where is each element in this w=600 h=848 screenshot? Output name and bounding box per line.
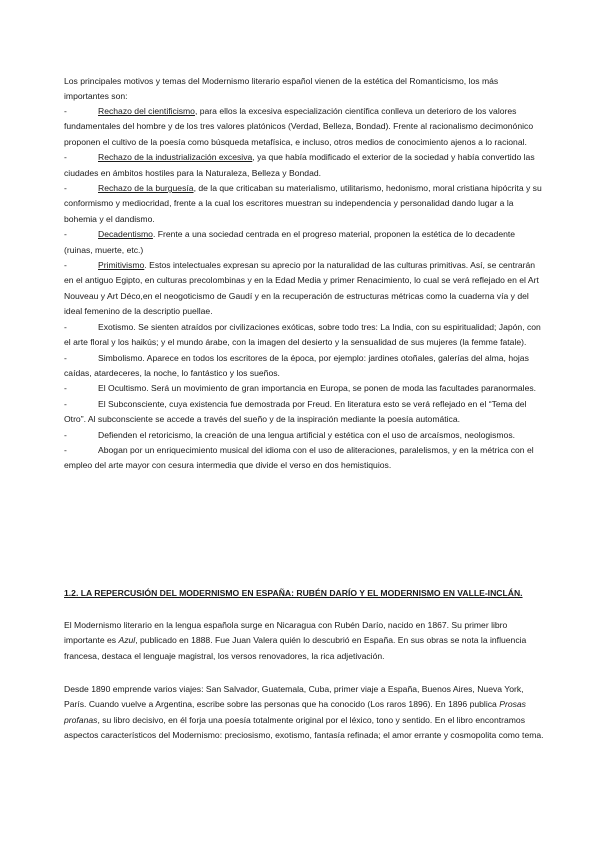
- bullet-dash: -: [64, 352, 67, 363]
- book-title-azul: Azul: [118, 635, 136, 646]
- item-term: Rechazo de la industrialización excesiva: [98, 152, 253, 163]
- bullet-dash: -: [64, 183, 67, 194]
- item-text: Exotismo. Se sienten atraídos por civilizaciones exóticas, sobre todo tres: La India, con su espiritualidad; Japón, con el arte floral y los haikús; y el mundo árabe, con la imagen del desierto y la sensualidad de sus mujeres (la femme fatale).: [64, 321, 541, 348]
- paragraph-travels: [64, 682, 544, 744]
- paragraph-text: , publicado en 1888. Fue Juan Valera quién lo descubrió en España. En sus obras se nota la influencia francesa, destaca el lenguaje magistral, los versos renovadores, la rica adjetivación.: [64, 635, 527, 661]
- bullet-dash: -: [64, 152, 67, 163]
- item-term: Primitivismo: [98, 260, 145, 271]
- item-text: El Ocultismo. Será un movimiento de gran importancia en Europa, se ponen de moda las facultades paranormales.: [98, 383, 537, 394]
- bullet-dash: -: [64, 260, 67, 271]
- item-text: . Estos intelectuales expresan su aprecio por la naturalidad de las culturas primitivas. Así, se centrarán en el antiguo Egipto, en culturas precolombinas y en la Edad Media y primer Renacimiento, lo cual se verá reflejado en el Art Nouveau y Art Déco,en el neogoticismo de Gaudí y en la recuperación de estructuras métricas como la cuaderna vía y del ideal femenino de la descriptio puellae.: [64, 260, 539, 317]
- item-text: Simbolismo. Aparece en todos los escritores de la época, por ejemplo: jardines otoñales, galerías del alma, hojas caídas, atardeceres, la noche, lo fantástico y los sueños.: [64, 352, 529, 378]
- item-text: , ya que había modificado el exterior de la sociedad y había convertido las ciudades en ámbitos hostiles para la Naturaleza, Belleza y Bondad.: [64, 152, 535, 178]
- item-text: Defienden el retoricismo, la creación de una lengua artificial y estética con el uso de arcaísmos, neologismos.: [98, 429, 516, 440]
- list-item: [64, 258, 544, 320]
- list-item: [64, 150, 544, 181]
- item-text: . Frente a una sociedad centrada en el progreso material, proponen la estética de lo decadente (ruinas, muerte, etc.): [64, 229, 516, 255]
- item-text: El Subconsciente, cuya existencia fue demostrada por Freud. En literatura esto se verá reflejado en el “Tema del Otro”. Al subconsciente se accede a través del sueño y de la inspiración mediante la poesía automática.: [64, 398, 527, 425]
- list-item: [64, 351, 544, 382]
- list-item: [64, 381, 544, 396]
- paragraph-text: Desde 1890 emprende varios viajes: San Salvador, Guatemala, Cuba, primer viaje a España, Buenos Aires, Nueva York, París. Cuando vuelve a Argentina, escribe sobre las personas que ha conocido (Los raros 1896). En 1896 publica: [64, 684, 524, 710]
- list-item: [64, 227, 544, 258]
- book-title-prosas-profanas: Prosas profanas: [64, 699, 526, 725]
- bullet-dash: -: [64, 398, 67, 409]
- list-item: [64, 104, 544, 150]
- bullet-dash: -: [64, 106, 67, 116]
- list-item: [64, 443, 544, 474]
- paragraph-text: , su libro decisivo, en él forja una poesía totalmente original por el léxico, tono y sentido. En el libro encontramos aspectos característicos del Modernismo: preciosismo, exotismo, fantasía refinada; el amor errante y cosmopolita como tema.: [64, 714, 544, 741]
- paragraph-ruben-dario: [64, 618, 544, 664]
- bullet-dash: -: [64, 429, 67, 440]
- bullet-dash: -: [64, 229, 67, 240]
- bullet-dash: -: [64, 444, 67, 455]
- bullet-dash: -: [64, 321, 67, 332]
- intro-paragraph: Los principales motivos y temas del Modernismo literario español vienen de la estética del Romanticismo, los más importantes son:: [64, 76, 499, 102]
- list-item: [64, 320, 544, 351]
- paragraph-text: El Modernismo literario en la lengua española surge en Nicaragua con Rubén Darío, nacido en 1867. Su primer libro importante es: [64, 620, 508, 646]
- list-item: [64, 181, 544, 227]
- item-text: , de la que criticaban su materialismo, utilitarismo, hedonismo, moral cristiana hipócrita y su conformismo y mediocridad, frente a la cual los escritores muestran su independencia y personalidad dando lugar a la bohemia y el dandismo.: [64, 183, 542, 224]
- section-heading: 1.2. LA REPERCUSIÓN DEL MODERNISMO EN ESPAÑA: RUBÉN DARÍO Y EL MODERNISMO EN VALLE-INCLÁN.: [64, 588, 523, 598]
- list-item: [64, 397, 544, 428]
- item-term: Rechazo del cientificismo: [98, 106, 195, 116]
- item-term: Decadentismo: [98, 229, 153, 240]
- list-item: [64, 428, 544, 443]
- item-text: , para ellos la excesiva especialización científica conlleva un deterioro de los valores fundamentales del hombre y de los tres valores platónicos (Verdad, Belleza, Bondad). Frente al racionalismo decimonónico proponen el cultivo de la poesía como búsqueda metafísica, e incluso, otros medios de conocimiento ajenos a lo racional.: [64, 106, 534, 147]
- item-term: Rechazo de la burguesía: [98, 183, 194, 194]
- bullet-dash: -: [64, 383, 67, 394]
- item-text: Abogan por un enriquecimiento musical del idioma con el uso de aliteraciones, paralelismos, y en la métrica con el empleo del arte mayor con cesura intermedia que divide el verso en dos hemistiquios.: [64, 444, 534, 471]
- motifs-list: [64, 104, 544, 474]
